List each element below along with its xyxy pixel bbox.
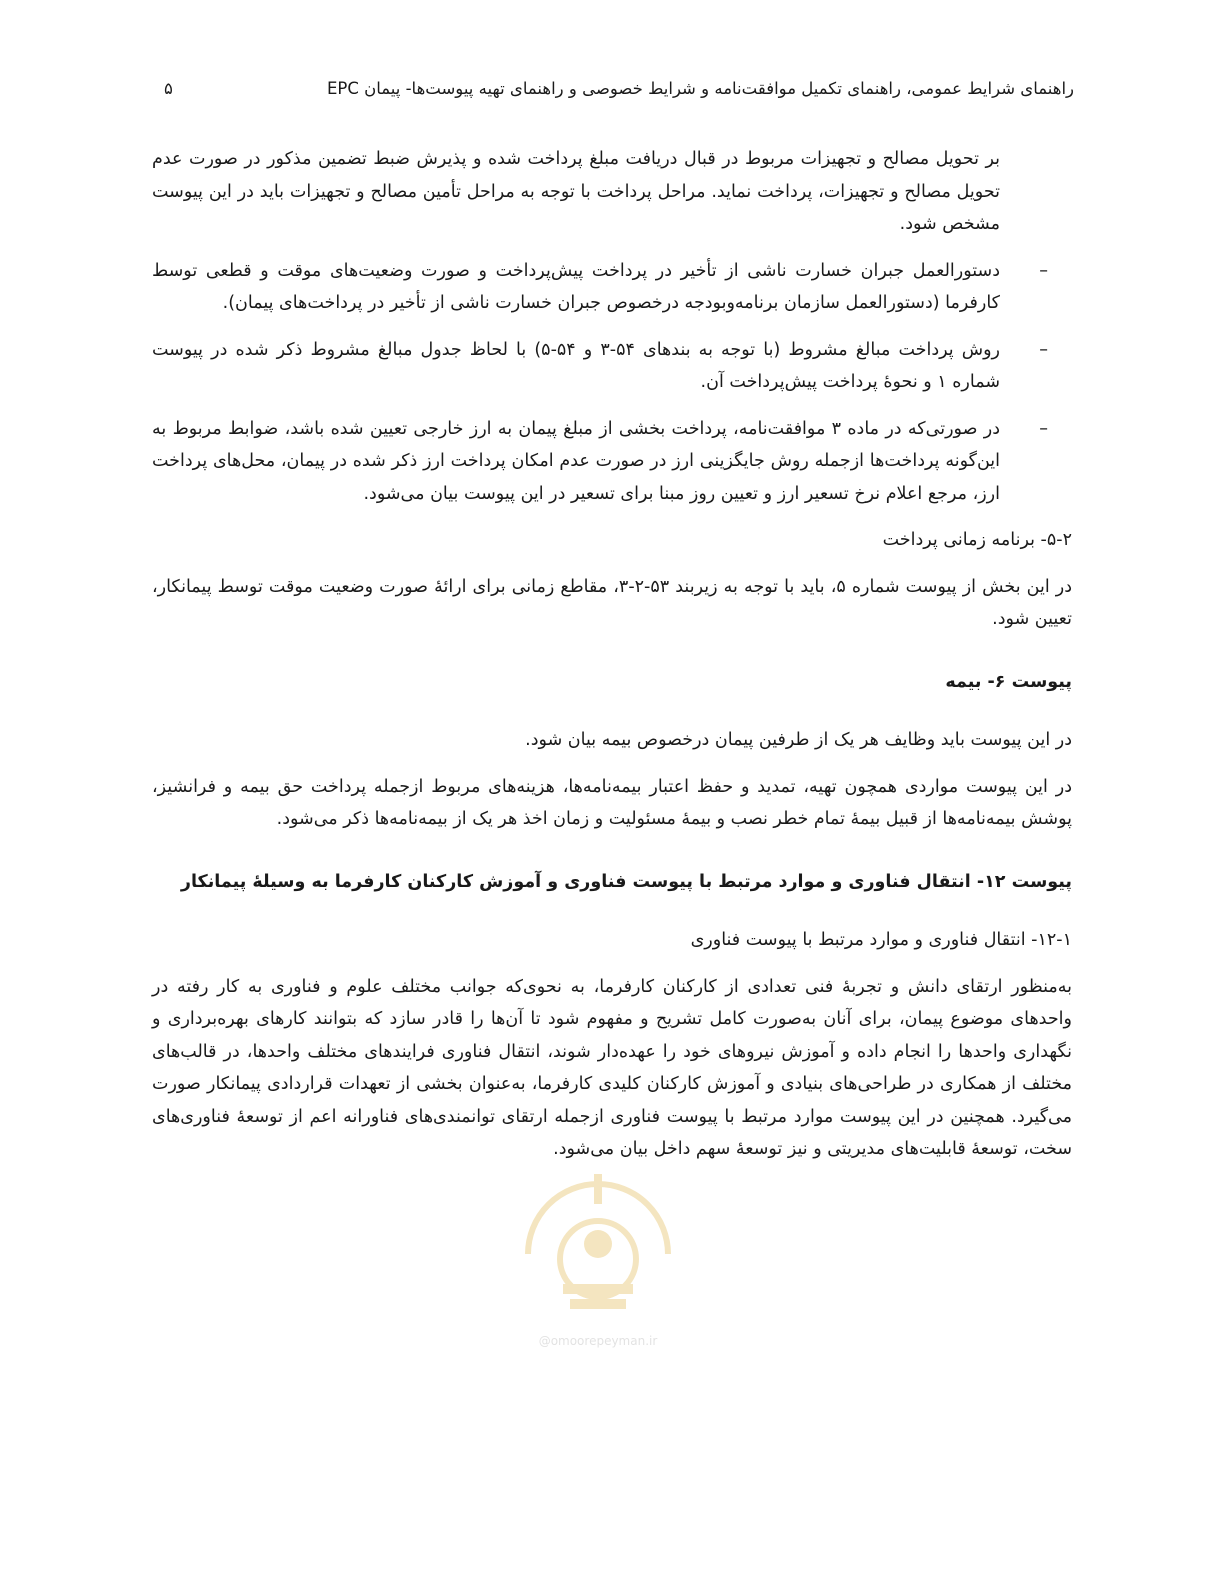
payment-list-block <box>152 143 1048 510</box>
list-item-text: در صورتی‌که در ماده ۳ موافقت‌نامه، پرداخت بخشی از مبلغ پیمان به ارز خارجی تعیین شده باشد، ضوابط مربوط به این‌گونه پرداخت‌ها ازجمله روش جایگزینی ارز در صورت عدم امکان پرداخت ارز ذکر شده در پیمان، محل‌های پرداخت ارز، مرجع اعلام نرخ تسعیر ارز و تعیین روز مبنا برای تسعیر در این پیوست بیان می‌شود. <box>152 418 1001 504</box>
page-content <box>152 143 1072 1180</box>
dash-marker: – <box>1039 339 1048 360</box>
annex-12-body: به‌منظور ارتقای دانش و تجربهٔ فنی تعدادی از کارکنان کارفرما، به نحوی‌که جوانب مختلف علوم و فناوری به کار رفته در واحدهای موضوع پیمان، برای آنان به‌صورت کامل تشریح و مفهوم شود تا آن‌ها را قادر سازد که بتوانند کارهای بهره‌برداری و نگهداری واحدها را انجام داده و آموزش نیروهای خود را عهده‌دار شوند، انتقال فناوری فرایندهای مختلف واحدها، در قالب‌های مختلف از همکاری در طراحی‌های بنیادی و آموزش کارکنان کلیدی کارفرما، به‌عنوان بخشی از تعهدات قراردادی پیمانکار صورت می‌گیرد. همچنین در این پیوست موارد مرتبط با پیوست فناوری ازجمله ارتقای توانمندی‌های فناورانه اعم از توسعهٔ فناوری‌های سخت، توسعهٔ قابلیت‌های مدیریتی و نیز توسعهٔ سهم داخل بیان می‌شود. <box>152 976 1072 1159</box>
list-item-text: روش پرداخت مبالغ مشروط (با توجه به بندهای ۵۴-۳ و ۵۴-۵) با لحاظ جدول مبالغ مشروط ذکر شده در پیوست شماره ۱ و نحوهٔ پرداخت پیش‌پرداخت آن. <box>152 339 1000 392</box>
annex-6-paragraph-1: در این پیوست باید وظایف هر یک از طرفین پیمان درخصوص بیمه بیان شود. <box>525 730 1072 750</box>
list-item <box>152 255 1048 320</box>
list-item <box>152 334 1048 399</box>
running-header <box>150 74 1074 104</box>
header-title: راهنمای شرایط عمومی، راهنمای تکمیل موافقت‌نامه و شرایط خصوصی و راهنمای تهیه پیوست‌ها- پیمان EPC <box>326 79 1074 98</box>
list-item <box>152 413 1048 511</box>
list-item-text: دستورالعمل جبران خسارت ناشی از تأخیر در پرداخت پیش‌پرداخت و صورت وضعیت‌های موقت و قطعی توسط کارفرما (دستورالعمل سازمان برنامه‌وبودجه درخصوص جبران خسارت ناشی از تأخیر در پرداخت‌های پیمان). <box>152 260 1000 313</box>
dash-marker: – <box>1039 418 1048 439</box>
bullet-list <box>152 255 1048 511</box>
subsection-heading-12-1: ۱۲-۱- انتقال فناوری و موارد مرتبط با پیوست فناوری <box>690 930 1072 950</box>
watermark-site-text: @omoorepeyman.ir <box>538 1334 658 1348</box>
page-number: ۵ <box>164 79 173 98</box>
subsection-heading-5-2: ۵-۲- برنامه زمانی پرداخت <box>882 530 1072 550</box>
annex-6-paragraph-2: در این پیوست مواردی همچون تهیه، تمدید و حفظ اعتبار بیمه‌نامه‌ها، هزینه‌های مربوط ازجمله پرداخت حق بیمه و فرانشیز، پوشش بیمه‌نامه‌ها از قبیل بیمهٔ تمام خطر نصب و بیمهٔ مسئولیت و زمان اخذ هر یک از بیمه‌نامه‌ها ذکر می‌شود. <box>152 776 1072 829</box>
subsection-body-5-2: در این بخش از پیوست شماره ۵، باید با توجه به زیربند ۵۳-۲-۳، مقاطع زمانی برای ارائهٔ صورت وضعیت موقت توسط پیمانکار، تعیین شود. <box>152 576 1072 629</box>
annex-12-heading: پیوست ۱۲- انتقال فناوری و موارد مرتبط با پیوست فناوری و آموزش کارکنان کارفرما به وسیلهٔ پیمانکار <box>180 871 1072 892</box>
dash-marker: – <box>1039 260 1048 281</box>
annex-6-heading: پیوست ۶- بیمه <box>945 671 1072 692</box>
continuation-paragraph: بر تحویل مصالح و تجهیزات مربوط در قبال دریافت مبلغ پرداخت شده و پذیرش ضبط تضمین مذکور در صورت عدم تحویل مصالح و تجهیزات، پرداخت نماید. مراحل پرداخت با توجه به مراحل تأمین مصالح و تجهیزات باید در این پیوست مشخص شود. <box>152 149 1000 234</box>
